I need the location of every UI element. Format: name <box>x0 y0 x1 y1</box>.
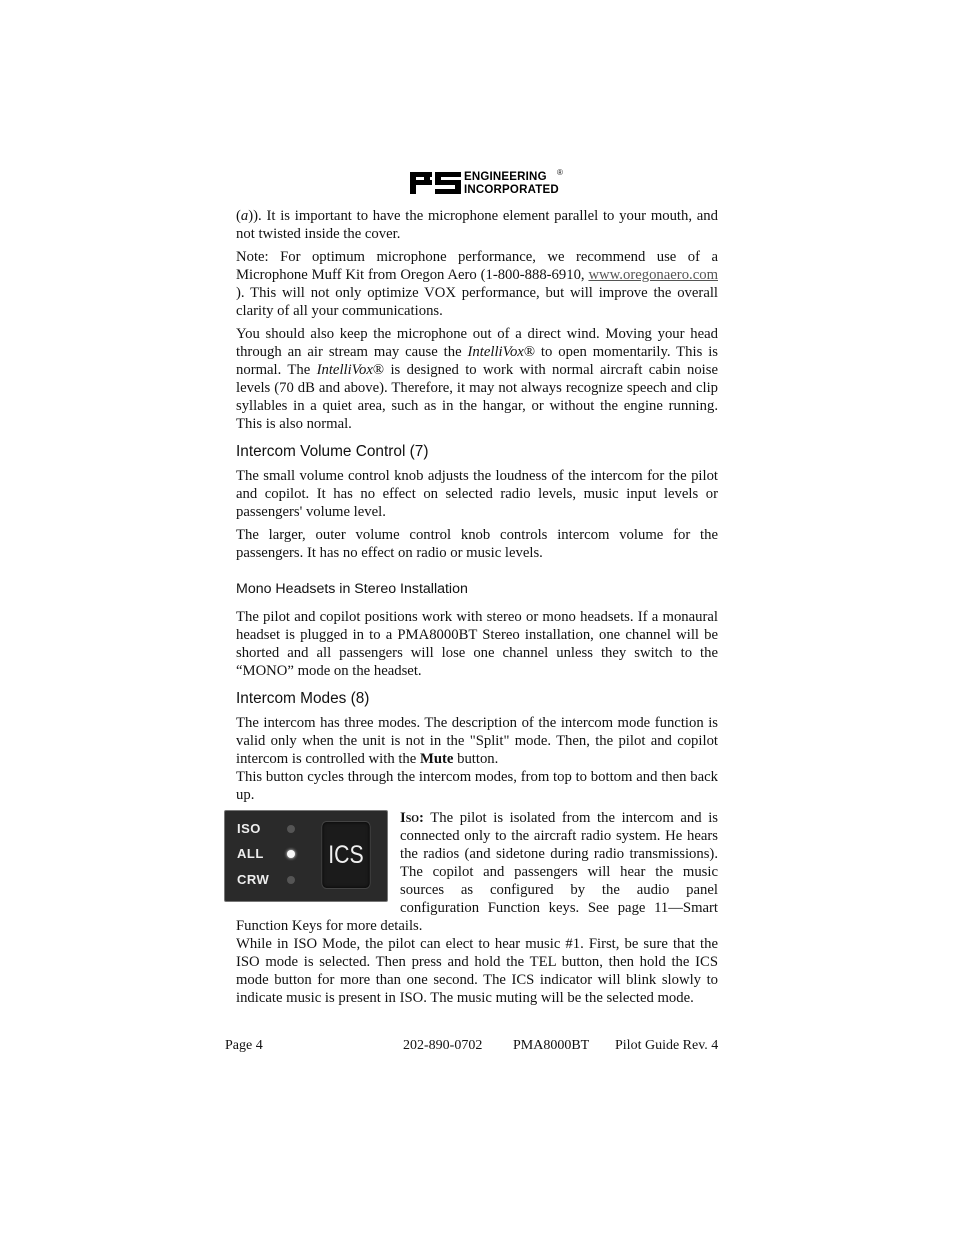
paragraph-iso-music: While in ISO Mode, the pilot can elect to hear music #1. First, be sure that the ISO mode is selected. Then press and hold the TEL button, then hold the ICS mode button for more than one second. The ICS indicator will blink slowly to indicate music is present in ISO. The music muting will be the selected mode. <box>236 936 718 1006</box>
paragraph-large-knob: The larger, outer volume control knob controls intercom volume for the passengers. It has no effect on radio or music levels. <box>236 527 718 561</box>
footer-page-number: Page 4 <box>225 1038 263 1053</box>
ics-mode-panel-image <box>224 810 388 902</box>
all-led-indicator <box>287 850 295 858</box>
footer-phone: 202-890-0702 <box>403 1038 483 1053</box>
iso-mode-section <box>236 809 718 935</box>
oregon-aero-link[interactable]: www.oregonaero.com <box>588 267 718 283</box>
ps-logo-mark <box>410 172 462 194</box>
paragraph-microphone-parallel: (a)). It is important to have the microphone element parallel to your mouth, and not twisted inside the cover. <box>236 208 718 242</box>
ics-button: ICS <box>321 821 370 889</box>
paragraph-iso-mode: Iso: The pilot is isolated from the intercom and is connected only to the aircraft radio system. He hears the radios (and sidetone during radio transmissions). The copilot and passengers will hear the music sources as configured by the audio panel configuration Function keys. See page 11—Smart Function Keys for more details. <box>236 810 718 934</box>
paragraph-mono-headsets: The pilot and copilot positions work with stereo or mono headsets. If a monaural headset is plugged in to a PMA8000BT Stereo installation, one channel will be shorted and all passengers will lose one channel unless they switch to the “MONO” mode on the headset. <box>236 609 718 679</box>
crw-led-indicator <box>287 876 295 884</box>
footer-model: PMA8000BT <box>513 1038 590 1053</box>
panel-label-iso: ISO <box>237 821 261 836</box>
panel-label-crw: CRW <box>237 872 270 887</box>
paragraph-small-knob: The small volume control knob adjusts the loudness of the intercom for the pilot and copilot. It has no effect on selected radio levels, music input levels or passengers' volume level. <box>236 468 718 520</box>
registered-mark: ® <box>557 168 563 177</box>
panel-label-all: ALL <box>237 846 264 861</box>
logo-line-incorporated: INCORPORATED <box>464 184 559 196</box>
footer-doc-revision: Pilot Guide Rev. 4 <box>615 1038 719 1053</box>
logo-line-engineering: ENGINEERING <box>464 171 547 183</box>
ps-engineering-logo <box>410 168 570 198</box>
page-body <box>236 207 718 1007</box>
paragraph-cycle-modes: This button cycles through the intercom modes, from top to bottom and then back up. <box>236 769 718 803</box>
heading-intercom-modes: Intercom Modes (8) <box>236 690 370 707</box>
heading-mono-headsets: Mono Headsets in Stereo Installation <box>236 581 468 597</box>
paragraph-three-modes: The intercom has three modes. The description of the intercom mode function is valid only when the unit is not in the "Split" mode. Then, the pilot and copilot intercom is controlled with the Mute button. <box>236 715 718 767</box>
iso-led-indicator <box>287 825 295 833</box>
paragraph-wind: You should also keep the microphone out of a direct wind. Moving your head through an air stream may cause the IntelliVox® to open momentarily. This is normal. The IntelliVox® is designed to work with normal aircraft cabin noise levels (70 dB and above). Therefore, it may not always recognize speech and clip syllables in a quiet area, such as in the hangar, or without the engine running. This is also normal. <box>236 326 719 432</box>
heading-intercom-volume: Intercom Volume Control (7) <box>236 443 429 460</box>
paragraph-muff-kit-note: Note: For optimum microphone performance, we recommend use of a Microphone Muff Kit from Oregon Aero (1-800-888-6910, www.oregonaero.com ). This will not only optimize VOX performance, but will improve the overall clarity of all your communications. <box>236 249 718 319</box>
